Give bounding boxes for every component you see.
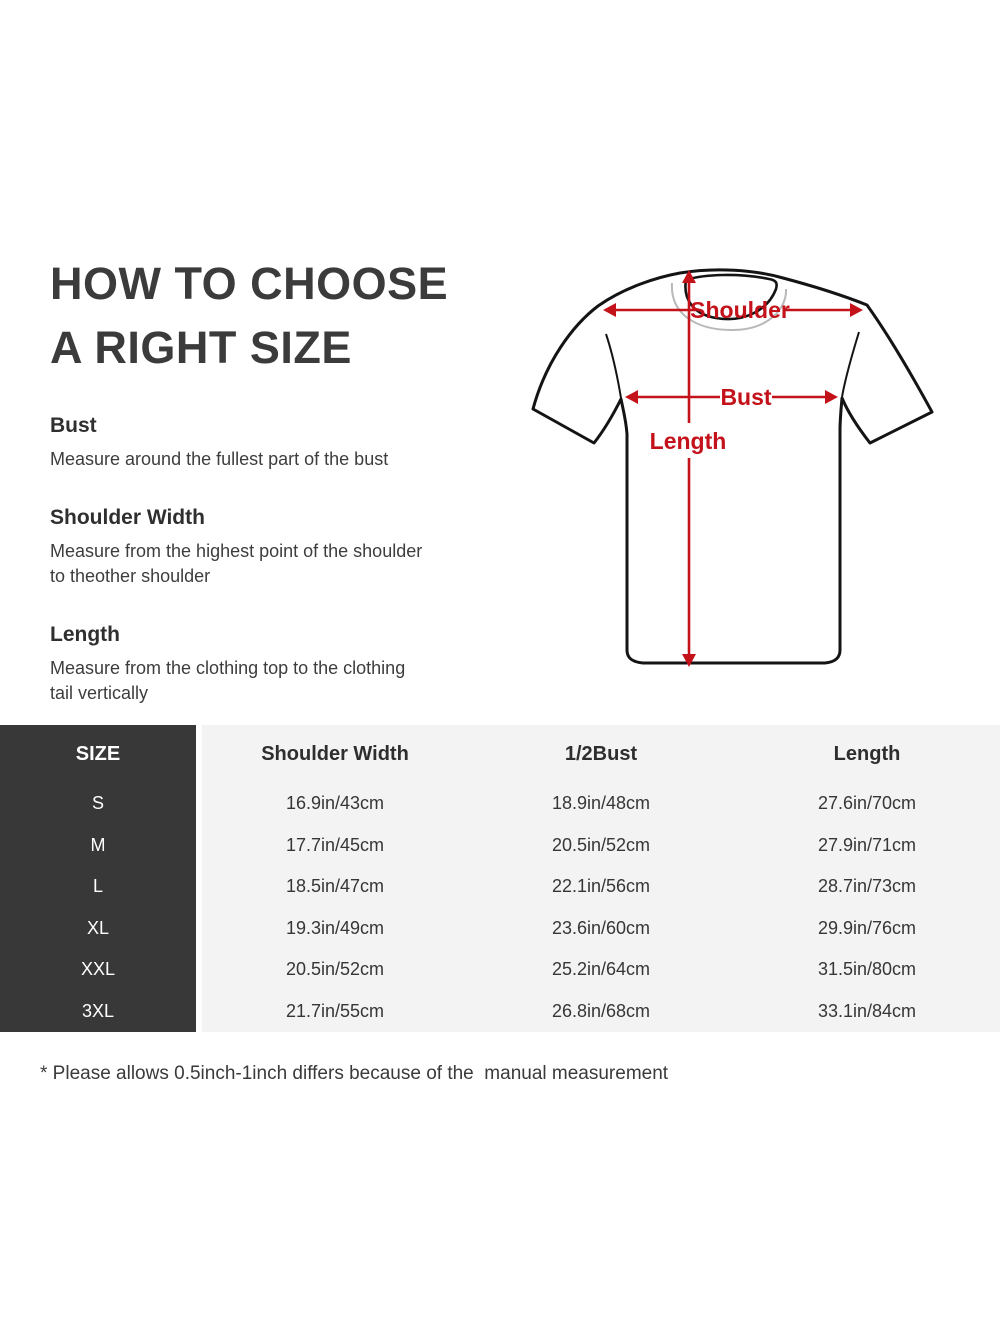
- size-table-header-shoulder-width: Shoulder Width: [202, 725, 468, 783]
- shoulder-arrow-label: Shoulder: [690, 297, 790, 323]
- table-cell: 31.5in/80cm: [734, 949, 1000, 991]
- instruction-length: [50, 623, 430, 706]
- size-table-header-size: SIZE: [0, 725, 202, 783]
- size-table: [0, 725, 1000, 1032]
- instruction-shoulder-width-text: Measure from the highest point of the shoulder to theother shoulder: [50, 541, 423, 586]
- table-cell: 22.1in/56cm: [468, 866, 734, 908]
- instruction-bust-text: Measure around the fullest part of the bust: [50, 449, 389, 469]
- tshirt-outline-icon: [533, 270, 932, 663]
- size-table-header-length: Length: [734, 725, 1000, 783]
- table-cell: 29.9in/76cm: [734, 908, 1000, 950]
- instruction-length-text: Measure from the clothing top to the clothing tail vertically: [50, 658, 406, 703]
- page-title-line2: A RIGHT SIZE: [50, 322, 352, 373]
- table-cell: 26.8in/68cm: [468, 991, 734, 1033]
- tshirt-diagram-svg: [520, 258, 960, 678]
- intro-section: [50, 252, 490, 706]
- size-table-header-half-bust: 1/2Bust: [468, 725, 734, 783]
- table-cell: 20.5in/52cm: [202, 949, 468, 991]
- bust-arrow-label: Bust: [720, 384, 772, 410]
- length-arrow-label: Length: [649, 428, 727, 454]
- table-row-size: XL: [0, 908, 202, 950]
- table-cell: 23.6in/60cm: [468, 908, 734, 950]
- page-title: [50, 252, 490, 380]
- table-cell: 18.9in/48cm: [468, 783, 734, 825]
- instruction-bust: [50, 414, 430, 472]
- table-row-size: 3XL: [0, 991, 202, 1033]
- table-cell: 16.9in/43cm: [202, 783, 468, 825]
- measurement-disclaimer: * Please allows 0.5inch-1inch differs because of the manual measurement: [40, 1063, 669, 1084]
- table-cell: 17.7in/45cm: [202, 825, 468, 867]
- table-cell: 20.5in/52cm: [468, 825, 734, 867]
- instruction-shoulder-width: [50, 506, 430, 589]
- table-cell: 19.3in/49cm: [202, 908, 468, 950]
- instruction-length-label: Length: [50, 623, 120, 646]
- page-title-line1: HOW TO CHOOSE: [50, 258, 449, 309]
- instruction-bust-label: Bust: [50, 414, 97, 437]
- table-cell: 25.2in/64cm: [468, 949, 734, 991]
- instruction-shoulder-width-label: Shoulder Width: [50, 506, 205, 529]
- table-cell: 27.9in/71cm: [734, 825, 1000, 867]
- table-cell: 21.7in/55cm: [202, 991, 468, 1033]
- table-row-size: XXL: [0, 949, 202, 991]
- table-cell: 27.6in/70cm: [734, 783, 1000, 825]
- table-cell: 33.1in/84cm: [734, 991, 1000, 1033]
- table-cell: 28.7in/73cm: [734, 866, 1000, 908]
- table-row-size: M: [0, 825, 202, 867]
- table-row-size: L: [0, 866, 202, 908]
- table-cell: 18.5in/47cm: [202, 866, 468, 908]
- table-row-size: S: [0, 783, 202, 825]
- tshirt-measurement-diagram: [520, 258, 960, 678]
